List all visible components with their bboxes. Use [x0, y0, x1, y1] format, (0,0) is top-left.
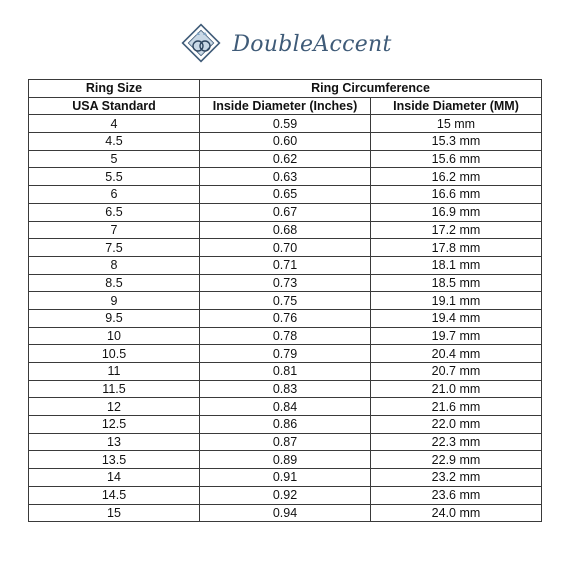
ring-size-cell: 7: [29, 221, 200, 239]
diameter-mm-cell: 16.9 mm: [371, 203, 542, 221]
diameter-inches-cell: 0.91: [200, 469, 371, 487]
ring-size-cell: 9: [29, 292, 200, 310]
diameter-inches-cell: 0.71: [200, 256, 371, 274]
table-row: [29, 327, 542, 345]
diameter-inches-cell: 0.62: [200, 150, 371, 168]
ring-size-cell: 4.5: [29, 133, 200, 151]
diameter-inches-cell: 0.92: [200, 486, 371, 504]
diameter-inches-cell: 0.70: [200, 239, 371, 257]
ring-size-cell: 5: [29, 150, 200, 168]
table-row: [29, 292, 542, 310]
diameter-mm-cell: 23.2 mm: [371, 469, 542, 487]
diameter-inches-cell: 0.81: [200, 363, 371, 381]
table-row: [29, 416, 542, 434]
table-row: [29, 398, 542, 416]
table-row: [29, 221, 542, 239]
diameter-mm-cell: 21.0 mm: [371, 380, 542, 398]
diameter-inches-cell: 0.63: [200, 168, 371, 186]
diameter-mm-cell: 18.1 mm: [371, 256, 542, 274]
table-row: [29, 504, 542, 522]
table-row: [29, 168, 542, 186]
ring-size-table: [28, 79, 542, 522]
table-row: [29, 133, 542, 151]
table-row: [29, 256, 542, 274]
diameter-mm-cell: 19.7 mm: [371, 327, 542, 345]
diameter-mm-cell: 20.4 mm: [371, 345, 542, 363]
diameter-inches-cell: 0.65: [200, 186, 371, 204]
table-row: [29, 469, 542, 487]
table-row: [29, 309, 542, 327]
table-row: [29, 345, 542, 363]
ring-size-cell: 12: [29, 398, 200, 416]
diameter-mm-cell: 15 mm: [371, 115, 542, 133]
table-subheader-row: [29, 97, 542, 115]
ring-size-cell: 7.5: [29, 239, 200, 257]
diameter-mm-cell: 15.3 mm: [371, 133, 542, 151]
diameter-mm-cell: 22.3 mm: [371, 433, 542, 451]
ring-size-cell: 10: [29, 327, 200, 345]
ring-size-cell: 14: [29, 469, 200, 487]
diameter-inches-cell: 0.78: [200, 327, 371, 345]
diameter-inches-cell: 0.83: [200, 380, 371, 398]
table-row: [29, 433, 542, 451]
diameter-mm-cell: 15.6 mm: [371, 150, 542, 168]
table-row: [29, 186, 542, 204]
brand-logo: [0, 22, 570, 66]
diameter-inches-cell: 0.87: [200, 433, 371, 451]
ring-size-cell: 13.5: [29, 451, 200, 469]
ring-size-cell: 8: [29, 256, 200, 274]
diamond-ring-logo-icon: [178, 22, 224, 66]
table-row: [29, 486, 542, 504]
diameter-inches-cell: 0.76: [200, 309, 371, 327]
diameter-mm-cell: 22.9 mm: [371, 451, 542, 469]
table-row: [29, 150, 542, 168]
ring-size-cell: 5.5: [29, 168, 200, 186]
header-ring-circumference: Ring Circumference: [200, 80, 542, 98]
diameter-inches-cell: 0.94: [200, 504, 371, 522]
diameter-mm-cell: 16.2 mm: [371, 168, 542, 186]
diameter-mm-cell: 17.2 mm: [371, 221, 542, 239]
brand-name: DoubleAccent: [232, 31, 392, 57]
ring-size-cell: 14.5: [29, 486, 200, 504]
table-header-row: [29, 80, 542, 98]
ring-size-cell: 6.5: [29, 203, 200, 221]
table-row: [29, 203, 542, 221]
header-usa-standard: USA Standard: [29, 97, 200, 115]
diameter-inches-cell: 0.60: [200, 133, 371, 151]
ring-size-cell: 11.5: [29, 380, 200, 398]
diameter-mm-cell: 20.7 mm: [371, 363, 542, 381]
ring-size-cell: 6: [29, 186, 200, 204]
table-row: [29, 115, 542, 133]
diameter-mm-cell: 19.1 mm: [371, 292, 542, 310]
ring-size-cell: 9.5: [29, 309, 200, 327]
diameter-inches-cell: 0.73: [200, 274, 371, 292]
diameter-mm-cell: 22.0 mm: [371, 416, 542, 434]
diameter-inches-cell: 0.79: [200, 345, 371, 363]
header-ring-size: Ring Size: [29, 80, 200, 98]
table-row: [29, 274, 542, 292]
table-row: [29, 239, 542, 257]
diameter-inches-cell: 0.84: [200, 398, 371, 416]
header-inside-diameter-inches: Inside Diameter (Inches): [200, 97, 371, 115]
diameter-mm-cell: 23.6 mm: [371, 486, 542, 504]
table-row: [29, 451, 542, 469]
ring-size-cell: 10.5: [29, 345, 200, 363]
diameter-mm-cell: 16.6 mm: [371, 186, 542, 204]
table-row: [29, 363, 542, 381]
diameter-inches-cell: 0.89: [200, 451, 371, 469]
ring-size-cell: 13: [29, 433, 200, 451]
diameter-mm-cell: 19.4 mm: [371, 309, 542, 327]
ring-size-cell: 4: [29, 115, 200, 133]
diameter-inches-cell: 0.75: [200, 292, 371, 310]
diameter-inches-cell: 0.68: [200, 221, 371, 239]
table-row: [29, 380, 542, 398]
diameter-mm-cell: 24.0 mm: [371, 504, 542, 522]
ring-size-cell: 8.5: [29, 274, 200, 292]
ring-size-cell: 15: [29, 504, 200, 522]
diameter-mm-cell: 18.5 mm: [371, 274, 542, 292]
diameter-inches-cell: 0.67: [200, 203, 371, 221]
ring-size-cell: 12.5: [29, 416, 200, 434]
diameter-inches-cell: 0.86: [200, 416, 371, 434]
header-inside-diameter-mm: Inside Diameter (MM): [371, 97, 542, 115]
diameter-inches-cell: 0.59: [200, 115, 371, 133]
ring-size-cell: 11: [29, 363, 200, 381]
table-body: [29, 115, 542, 522]
diameter-mm-cell: 17.8 mm: [371, 239, 542, 257]
diameter-mm-cell: 21.6 mm: [371, 398, 542, 416]
